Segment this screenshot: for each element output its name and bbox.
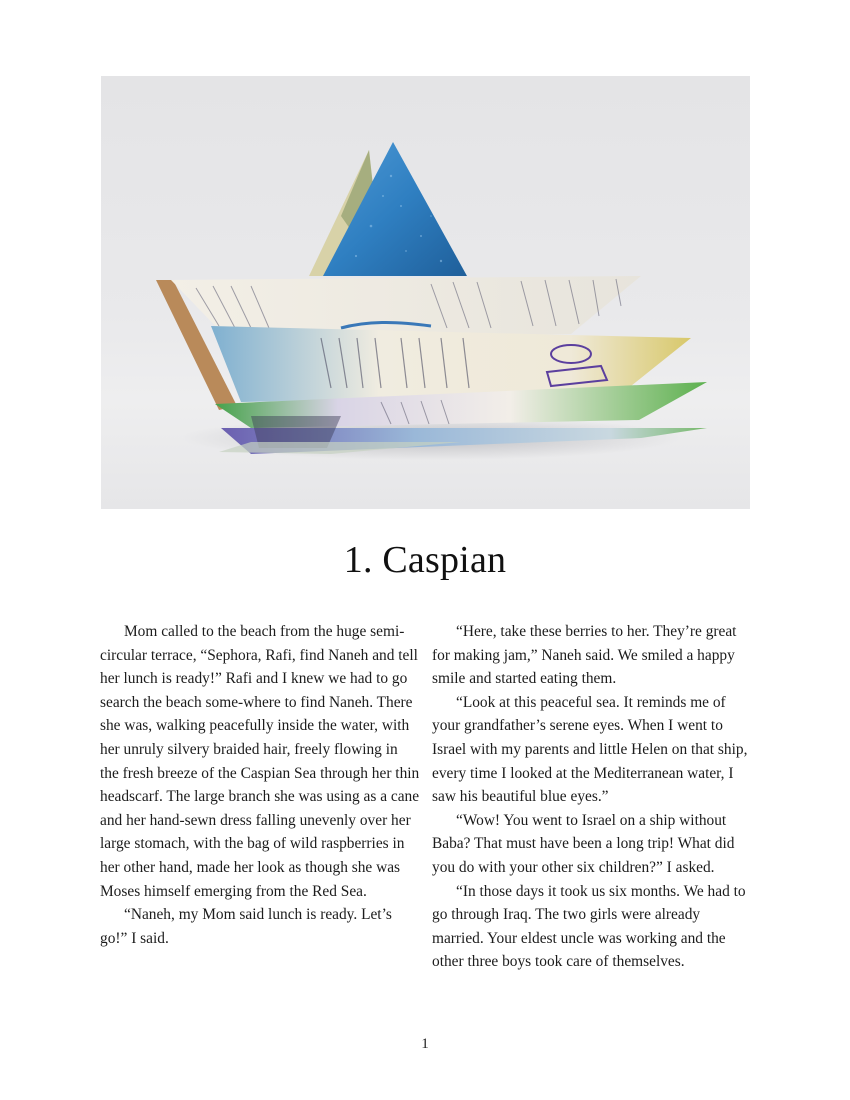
book-sculpture-photo [101,76,750,509]
paragraph: Mom called to the beach from the huge semi-circular terrace, “Sephora, Rafi, find Naneh and tell her lunch is ready!” Rafi and I knew we had to go search the beach some-where to find Naneh. There she was, walking peacefully inside the water, with her unruly silvery braided hair, freely flowing in the fresh breeze of the Caspian Sea through her thin headscarf. The large branch she was using as a cane and her hand-sewn dress falling unevenly over her large stomach, with the bag of wild raspberries in her other hand, made her look as though she was Moses himself emerging from the Red Sea. [100,623,420,900]
paragraph: “Here, take these berries to her. They’re great for making jam,” Naneh said. We smiled a happy smile and started eating them. [432,623,737,688]
paragraph: “Look at this peaceful sea. It reminds me of your grandfather’s serene eyes. When I went to Israel with my parents and little Helen on that ship, every time I looked at the Mediterranean water, I saw his beautiful blue eyes.” [432,693,748,806]
chapter-title: 1. Caspian [343,539,507,581]
right-text-column [432,620,752,974]
book-sculpture-illustration [101,76,750,509]
paragraph: “In those days it took us six months. We had to go through Iraq. The two girls were already married. Your eldest uncle was working and the other three boys took care of themselves. [432,882,746,971]
page-number: 1 [421,1036,429,1052]
left-text-column [100,620,420,950]
paragraph: “Naneh, my Mom said lunch is ready. Let’s go!” I said. [100,906,392,947]
paragraph: “Wow! You went to Israel on a ship without Baba? That must have been a long trip! What did you do with your other six children?” I asked. [432,811,735,876]
